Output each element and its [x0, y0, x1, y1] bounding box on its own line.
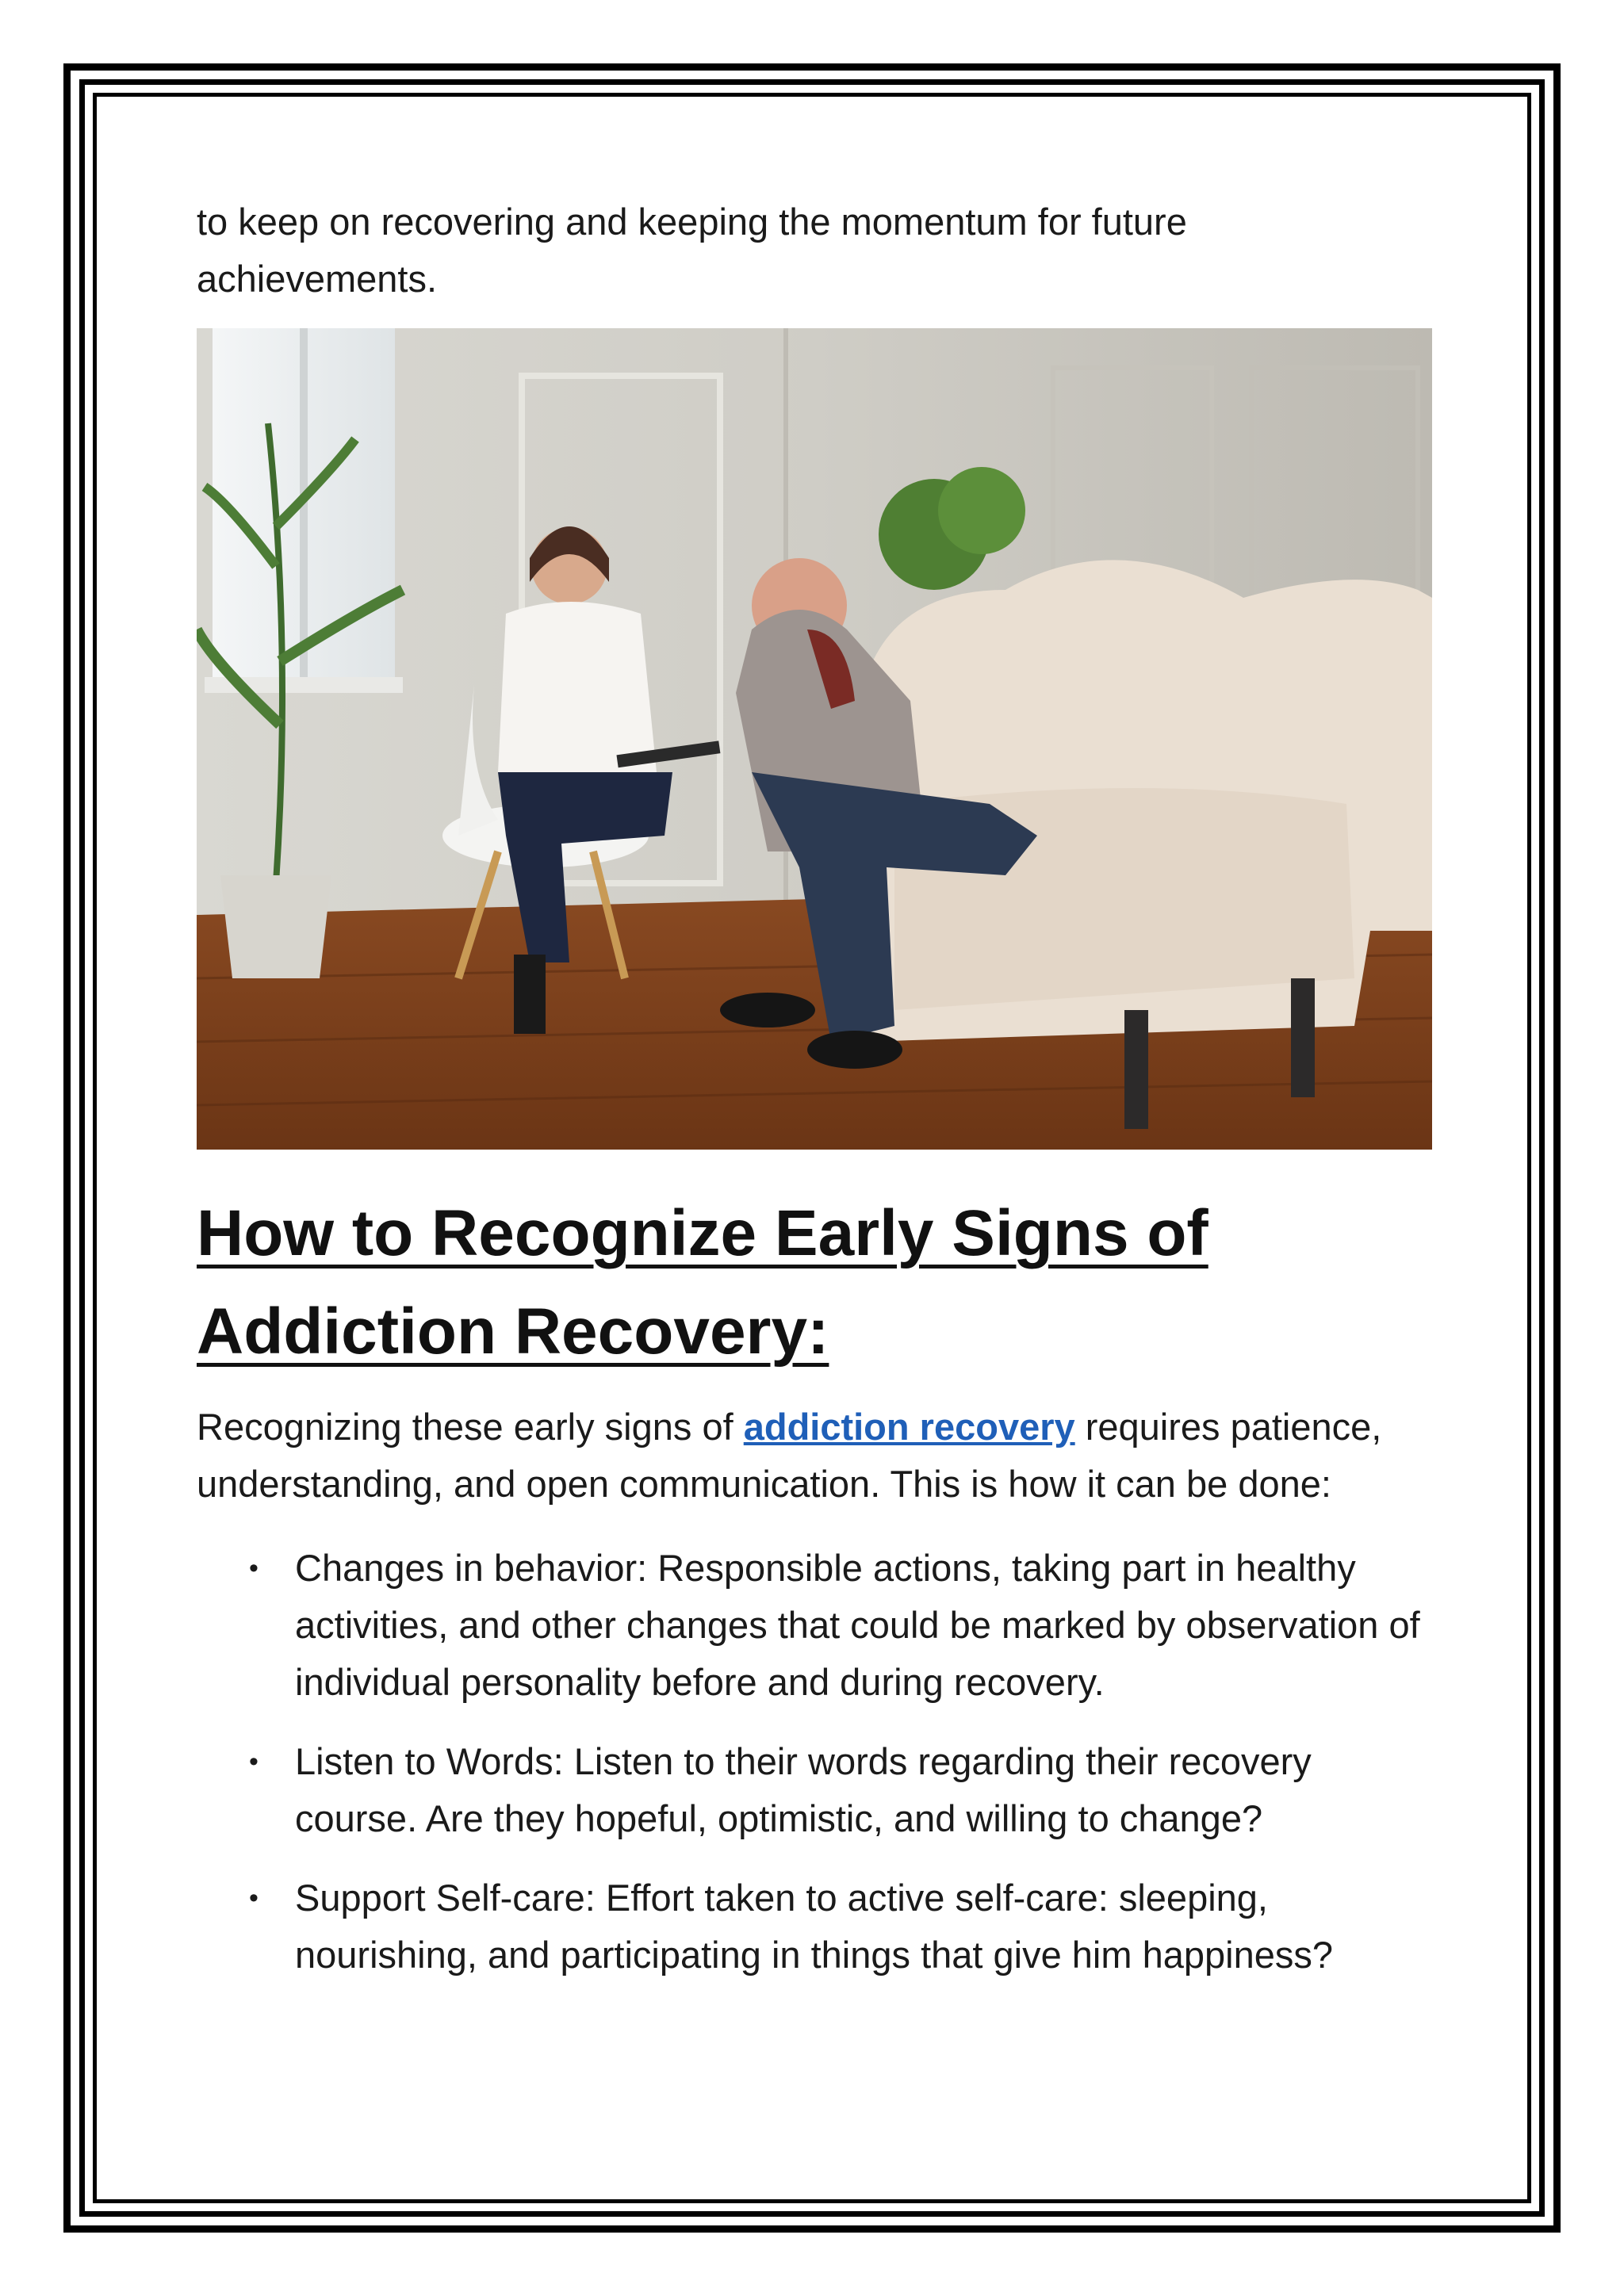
- list-item: [249, 1733, 1432, 1847]
- bullet-icon: •: [249, 1747, 259, 1777]
- list-item-text: Listen to Words: Listen to their words regarding their recovery course. Are they hopeful, optimistic, and willing to change?: [295, 1740, 1312, 1839]
- list-item: [249, 1869, 1432, 1984]
- lead-paragraph: [197, 1399, 1432, 1513]
- page-content: [197, 193, 1432, 2006]
- list-item: [249, 1540, 1432, 1711]
- intro-paragraph: to keep on recovering and keeping the momentum for future achievements.: [197, 201, 1187, 300]
- bullet-icon: •: [249, 1553, 259, 1583]
- addiction-recovery-link[interactable]: addiction recovery: [743, 1406, 1075, 1448]
- signs-list: [197, 1540, 1432, 1984]
- therapy-session-photo: [197, 328, 1432, 1150]
- lead-text-after: requires patience, understanding, and open communication. This is how it can be done:: [197, 1406, 1382, 1505]
- list-item-text: Changes in behavior: Responsible actions, taking part in healthy activities, and other changes that could be marked by observation of individual personality before and during recovery.: [295, 1547, 1420, 1703]
- list-item-text: Support Self-care: Effort taken to active self-care: sleeping, nourishing, and participating in things that give him happiness?: [295, 1877, 1334, 1976]
- bullet-icon: •: [249, 1883, 259, 1913]
- section-heading: How to Recognize Early Signs of Addiction Recovery:: [197, 1197, 1208, 1368]
- photo-therapy-session-icon: [197, 328, 1432, 1150]
- lead-text-before: Recognizing these early signs of: [197, 1406, 744, 1448]
